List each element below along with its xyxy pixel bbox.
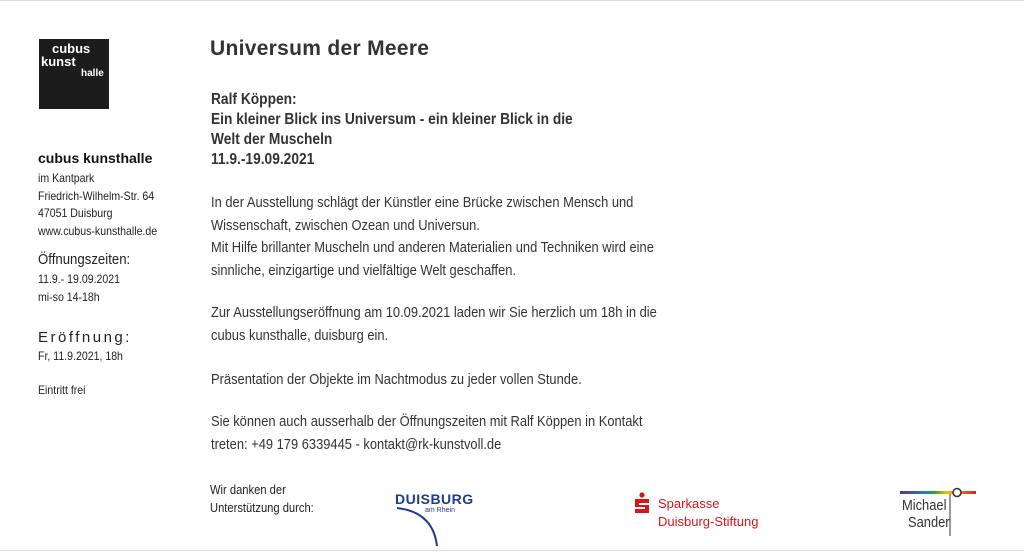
exhibition-subtitle: Ein kleiner Blick ins Universum - ein kleiner Blick in die (211, 111, 573, 128)
sponsor-last-name: Sander (908, 514, 950, 531)
sparkasse-name: Sparkasse (658, 496, 720, 511)
text-line: Zur Ausstellungseröffnung am 10.09.2021 laden wir Sie herzlich um 18h in die (211, 304, 657, 321)
text-line: cubus kunsthalle, duisburg ein. (211, 326, 389, 344)
night-mode-paragraph: Präsentation der Objekte im Nachtmodus zu jeder vollen Stunde. (211, 371, 582, 388)
bottom-divider (0, 550, 1024, 551)
description-paragraph (211, 192, 658, 282)
sponsor-thanks (210, 481, 314, 517)
sparkasse-foundation: Duisburg-Stiftung (658, 514, 759, 529)
venue-name: cubus kunsthalle (38, 150, 153, 166)
artist-name: Ralf Köppen: (211, 91, 297, 108)
website-link[interactable]: www.cubus-kunsthalle.de (38, 223, 158, 238)
opening-hours (38, 271, 179, 306)
admission-note: Eintritt frei (38, 383, 86, 397)
michael-sander-logo (898, 486, 978, 538)
hours-days: mi-so 14-18h (38, 289, 100, 304)
address-line: im Kantpark (38, 171, 95, 185)
logo-line-2: kunst (41, 54, 76, 69)
opening-event-label: Eröffnung: (38, 329, 132, 346)
invitation-paragraph (211, 302, 658, 347)
text-line: Sie können auch ausserhalb der Öffnungszeiten mit Ralf Köppen in Kontakt (211, 413, 643, 430)
sparkasse-s-icon (632, 492, 652, 514)
text-line: Unterstützung durch: (210, 500, 314, 515)
contact-line[interactable]: treten: +49 179 6339445 - kontakt@rk-kunstvoll.de (211, 435, 502, 453)
venue-address (38, 170, 179, 240)
logo-line-1: cubus (52, 41, 91, 56)
page-title: Universum der Meere (210, 37, 430, 60)
address-line: Friedrich-Wilhelm-Str. 64 (38, 188, 155, 203)
logo-line-3: halle (81, 68, 104, 79)
text-line: Mit Hilfe brillanter Muscheln und anderen Materialien und Techniken wird eine (211, 239, 654, 256)
text-line: Wissenschaft, zwischen Ozean und Universun. (211, 216, 480, 234)
text-line: In der Ausstellung schlägt der Künstler eine Brücke zwischen Mensch und (211, 194, 634, 211)
text-line: sinnliche, einzigartige und vielfältige Welt geschaffen. (211, 261, 517, 279)
duisburg-wordmark: DUISBURG (395, 491, 474, 507)
opening-hours-label: Öffnungszeiten: (38, 251, 131, 268)
address-line: 47051 Duisburg (38, 206, 113, 220)
cubus-kunsthalle-logo (39, 39, 109, 109)
duisburg-tagline: am Rhein (425, 507, 455, 514)
duisburg-logo (393, 488, 483, 548)
exhibition-dates: 11.9.-19.09.2021 (211, 151, 315, 168)
exhibition-subtitle-cont: Welt der Muscheln (211, 131, 333, 148)
text-line: Wir danken der (210, 482, 286, 497)
exhibition-heading (211, 90, 675, 170)
opening-event-date: Fr, 11.9.2021, 18h (38, 349, 123, 363)
top-divider (0, 0, 1024, 1)
contact-paragraph (211, 411, 658, 456)
sponsor-first-name: Michael (902, 497, 947, 514)
hours-dates: 11.9.- 19.09.2021 (38, 272, 121, 286)
